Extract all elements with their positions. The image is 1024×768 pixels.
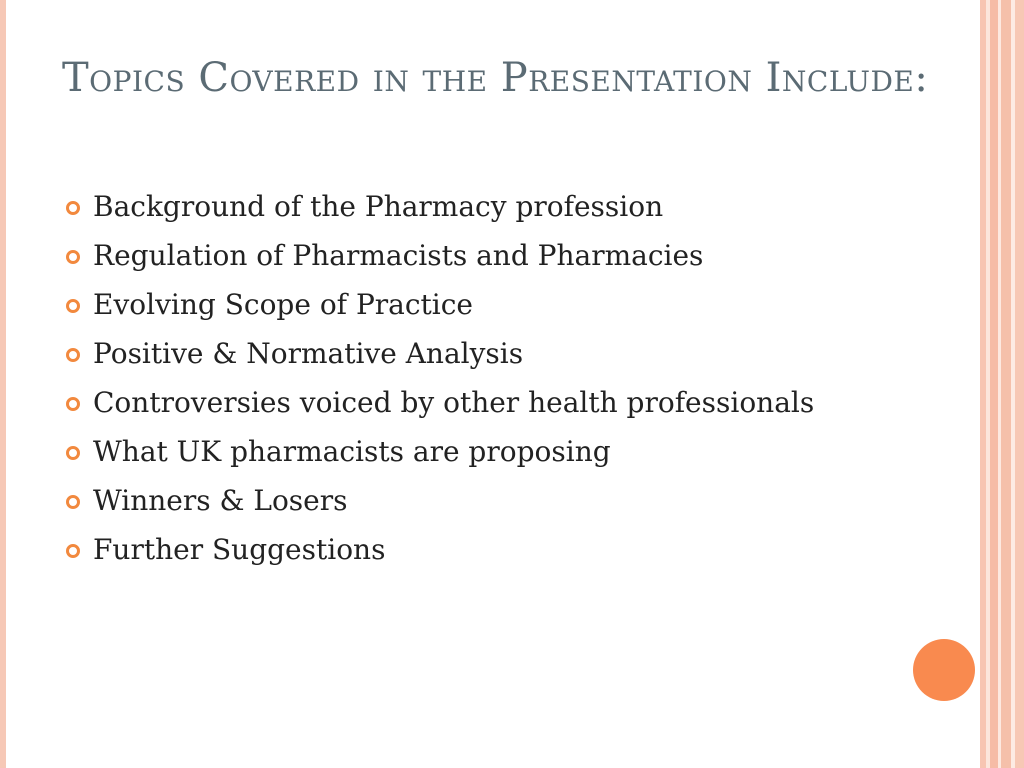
bullet-item bbox=[62, 481, 922, 521]
slide-title: Topics Covered in the Presentation Include: bbox=[62, 55, 929, 101]
left-border-stripe bbox=[0, 0, 6, 768]
bullet-text: Controversies voiced by other health professionals bbox=[93, 386, 815, 419]
bullet-text: Evolving Scope of Practice bbox=[93, 288, 473, 321]
bullet-list bbox=[62, 187, 922, 579]
bullet-item bbox=[62, 334, 922, 374]
ring-bullet-icon bbox=[66, 446, 80, 460]
bullet-text: Background of the Pharmacy profession bbox=[93, 190, 664, 223]
bullet-text: What UK pharmacists are proposing bbox=[93, 435, 611, 468]
bullet-item bbox=[62, 236, 922, 276]
bullet-text: Further Suggestions bbox=[93, 533, 386, 566]
bullet-text: Positive & Normative Analysis bbox=[93, 337, 524, 370]
bullet-text: Regulation of Pharmacists and Pharmacies bbox=[93, 239, 704, 272]
right-border-band bbox=[990, 0, 998, 768]
right-border-band bbox=[1001, 0, 1011, 768]
right-border-band bbox=[1015, 0, 1024, 768]
bullet-item bbox=[62, 187, 922, 227]
bullet-item bbox=[62, 383, 922, 423]
ring-bullet-icon bbox=[66, 495, 80, 509]
bullet-item bbox=[62, 530, 922, 570]
ring-bullet-icon bbox=[66, 544, 80, 558]
ring-bullet-icon bbox=[66, 397, 80, 411]
orange-circle-icon bbox=[913, 639, 975, 701]
ring-bullet-icon bbox=[66, 299, 80, 313]
ring-bullet-icon bbox=[66, 348, 80, 362]
bullet-text: Winners & Losers bbox=[93, 484, 348, 517]
ring-bullet-icon bbox=[66, 250, 80, 264]
ring-bullet-icon bbox=[66, 201, 80, 215]
bullet-item bbox=[62, 285, 922, 325]
bullet-item bbox=[62, 432, 922, 472]
